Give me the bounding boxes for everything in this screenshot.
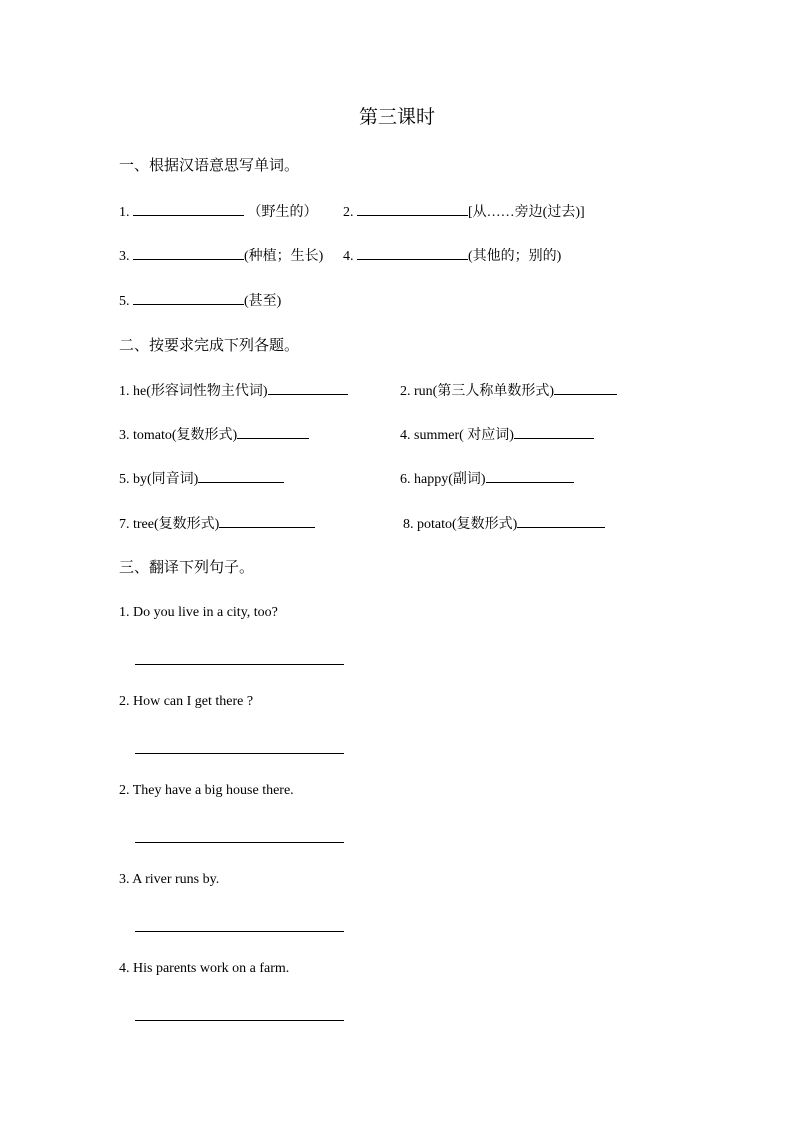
- s2-item-5-blank[interactable]: [198, 469, 284, 483]
- s1-item-3: [119, 246, 323, 266]
- page-title: 第三课时: [358, 107, 435, 128]
- s3-item-5-answer-line[interactable]: [135, 1020, 344, 1021]
- s1-item-5-num: 5.: [119, 294, 130, 309]
- s1-item-4: [343, 246, 561, 266]
- s2-item-2: [400, 381, 617, 401]
- s2-item-1: [119, 381, 348, 401]
- s3-item-3-text: 2. They have a big house there.: [119, 783, 294, 798]
- s1-item-1-hint: （野生的）: [247, 205, 318, 220]
- s1-item-3-num: 3.: [119, 249, 130, 264]
- s2-item-4-blank[interactable]: [514, 425, 594, 439]
- s2-item-5: [119, 469, 284, 489]
- s2-item-6: [400, 469, 574, 489]
- s3-item-4-answer-line[interactable]: [135, 931, 344, 932]
- s2-item-7: [119, 514, 315, 534]
- section-1-heading: 一、根据汉语意思写单词。: [119, 158, 300, 174]
- s2-item-2-text: 2. run(第三人称单数形式): [400, 384, 554, 399]
- s1-item-4-blank[interactable]: [357, 246, 468, 260]
- s2-item-6-blank[interactable]: [486, 469, 574, 483]
- s2-item-8-text: 8. potato(复数形式): [403, 517, 518, 532]
- s2-item-4: [400, 425, 594, 445]
- s1-item-2-blank[interactable]: [357, 202, 468, 216]
- s1-item-4-num: 4.: [343, 249, 354, 264]
- section-3-heading: 三、翻译下列句子。: [119, 560, 255, 576]
- s3-item-2-text: 2. How can I get there ?: [119, 694, 254, 709]
- section-2-heading: 二、按要求完成下列各题。: [119, 338, 300, 354]
- s2-item-4-text: 4. summer( 对应词): [400, 428, 514, 443]
- s2-item-5-text: 5. by(同音词): [119, 472, 199, 487]
- s2-item-7-text: 7. tree(复数形式): [119, 517, 220, 532]
- s2-item-3-blank[interactable]: [237, 425, 309, 439]
- s1-item-1-num: 1.: [119, 205, 130, 220]
- s3-item-2-answer-line[interactable]: [135, 753, 344, 754]
- s1-item-4-hint: (其他的；别的): [468, 249, 562, 264]
- s1-item-5-blank[interactable]: [133, 291, 244, 305]
- s2-item-1-blank[interactable]: [268, 381, 348, 395]
- s1-item-3-blank[interactable]: [133, 246, 244, 260]
- s2-item-7-blank[interactable]: [219, 514, 315, 528]
- s3-item-3-answer-line[interactable]: [135, 842, 344, 843]
- s1-item-5-hint: (甚至): [244, 294, 282, 309]
- s1-item-1: [119, 202, 318, 222]
- s2-item-1-text: 1. he(形容词性物主代词): [119, 384, 268, 399]
- s2-item-3-text: 3. tomato(复数形式): [119, 428, 238, 443]
- s1-item-2-hint: [从……旁边(过去)]: [468, 205, 585, 220]
- s2-item-2-blank[interactable]: [554, 381, 617, 395]
- s2-item-6-text: 6. happy(副词): [400, 472, 486, 487]
- s2-item-8: [403, 514, 605, 534]
- s3-item-1-answer-line[interactable]: [135, 664, 344, 665]
- s1-item-5: [119, 291, 281, 311]
- s1-item-2: [343, 202, 585, 222]
- s1-item-2-num: 2.: [343, 205, 354, 220]
- s3-item-4-text: 3. A river runs by.: [119, 872, 220, 887]
- s2-item-8-blank[interactable]: [517, 514, 605, 528]
- s2-item-3: [119, 425, 309, 445]
- s1-item-1-blank[interactable]: [133, 202, 244, 216]
- s3-item-5-text: 4. His parents work on a farm.: [119, 961, 290, 976]
- s1-item-3-hint: (种植；生长): [244, 249, 324, 264]
- s3-item-1-text: 1. Do you live in a city, too?: [119, 605, 278, 620]
